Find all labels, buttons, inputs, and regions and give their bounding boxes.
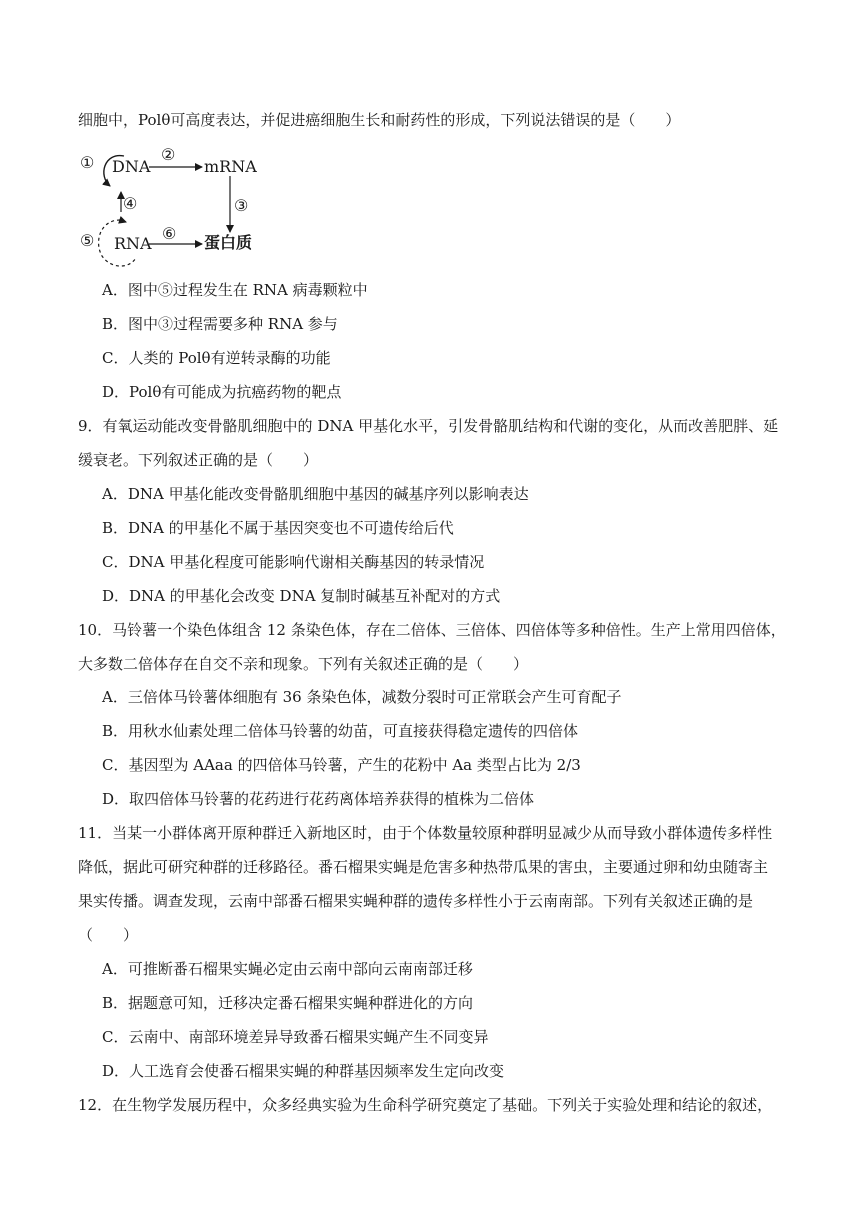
q11-stem-line-2: 降低，据此可研究种群的迁移路径。番石榴果实蝇是危害多种热带瓜果的害虫，主要通过卵和幼虫随寄主 [78,858,769,876]
q12-stem-line-1: 12．在生物学发展历程中，众多经典实验为生命科学研究奠定了基础。下列关于实验处理和结论的叙述， [78,1096,773,1114]
q10-option-a: A．三倍体马铃薯体细胞有 36 条染色体，减数分裂时可正常联会产生可育配子 [102,688,622,706]
q8-option-b: B．图中③过程需要多种 RNA 参与 [102,315,338,333]
q8-option-a: A．图中⑤过程发生在 RNA 病毒颗粒中 [102,281,368,299]
circled-4-label: ④ [123,194,138,213]
q11-option-a: A．可推断番石榴果实蝇必定由云南中部向云南南部迁移 [102,960,473,978]
protein-label: 蛋白质 [204,233,253,252]
circled-2-label: ② [161,146,176,164]
q11-stem-line-1: 11．当某一小群体离开原种群迁入新地区时，由于个体数量较原种群明显减少从而导致小群体遗传多样性 [78,824,773,842]
q8-option-d: D．Polθ有可能成为抗癌药物的靶点 [102,383,342,401]
q10-option-d: D．取四倍体马铃薯的花药进行花药离体培养获得的植株为二倍体 [102,790,535,808]
q11-stem-line-4: （ ） [78,926,139,944]
q9-stem-line-1: 9．有氧运动能改变骨骼肌细胞中的 DNA 甲基化水平，引发骨骼肌结构和代谢的变化，从而改善肥胖、延 [78,417,779,435]
q10-option-b: B．用秋水仙素处理二倍体马铃薯的幼苗，可直接获得稳定遗传的四倍体 [102,722,579,740]
q11-option-c: C．云南中、南部环境差异导致番石榴果实蝇产生不同变异 [102,1028,489,1046]
circled-3-label: ③ [234,196,249,215]
q10-stem-line-2: 大多数二倍体存在自交不亲和现象。下列有关叙述正确的是（ ） [78,655,529,673]
q8-stem: 细胞中，Polθ可高度表达，并促进癌细胞生长和耐药性的形成，下列说法错误的是（ ） [78,111,681,129]
q11-stem-line-3: 果实传播。调查发现，云南中部番石榴果实蝇种群的遗传多样性小于云南南部。下列有关叙述正确的是 [78,892,754,910]
circled-5-label: ⑤ [80,231,95,250]
q11-option-d: D．人工选育会使番石榴果实蝇的种群基因频率发生定向改变 [102,1062,505,1080]
q10-stem-line-1: 10．马铃薯一个染色体组含 12 条染色体，存在二倍体、三倍体、四倍体等多种倍性。生产上常用四倍体， [78,621,786,639]
q9-option-c: C．DNA 甲基化程度可能影响代谢相关酶基因的转录情况 [102,553,485,571]
mrna-label: mRNA [204,157,257,176]
q9-option-a: A．DNA 甲基化能改变骨骼肌细胞中基因的碱基序列以影响表达 [102,485,529,503]
q8-option-c: C．人类的 Polθ有逆转录酶的功能 [102,349,331,367]
dna-label: DNA [112,157,151,176]
circled-6-label: ⑥ [162,224,177,243]
q11-option-b: B．据题意可知，迁移决定番石榴果实蝇种群进化的方向 [102,994,474,1012]
q10-option-c: C．基因型为 AAaa 的四倍体马铃薯，产生的花粉中 Aa 类型占比为 2/3 [102,756,581,774]
q9-stem-line-2: 缓衰老。下列叙述正确的是（ ） [78,451,319,469]
q9-option-b: B．DNA 的甲基化不属于基因突变也不可遗传给后代 [102,519,454,537]
q9-option-d: D．DNA 的甲基化会改变 DNA 复制时碱基互补配对的方式 [102,587,501,605]
rna-label: RNA [114,234,152,253]
circled-1-label: ① [80,153,95,172]
central-dogma-diagram [76,146,276,270]
